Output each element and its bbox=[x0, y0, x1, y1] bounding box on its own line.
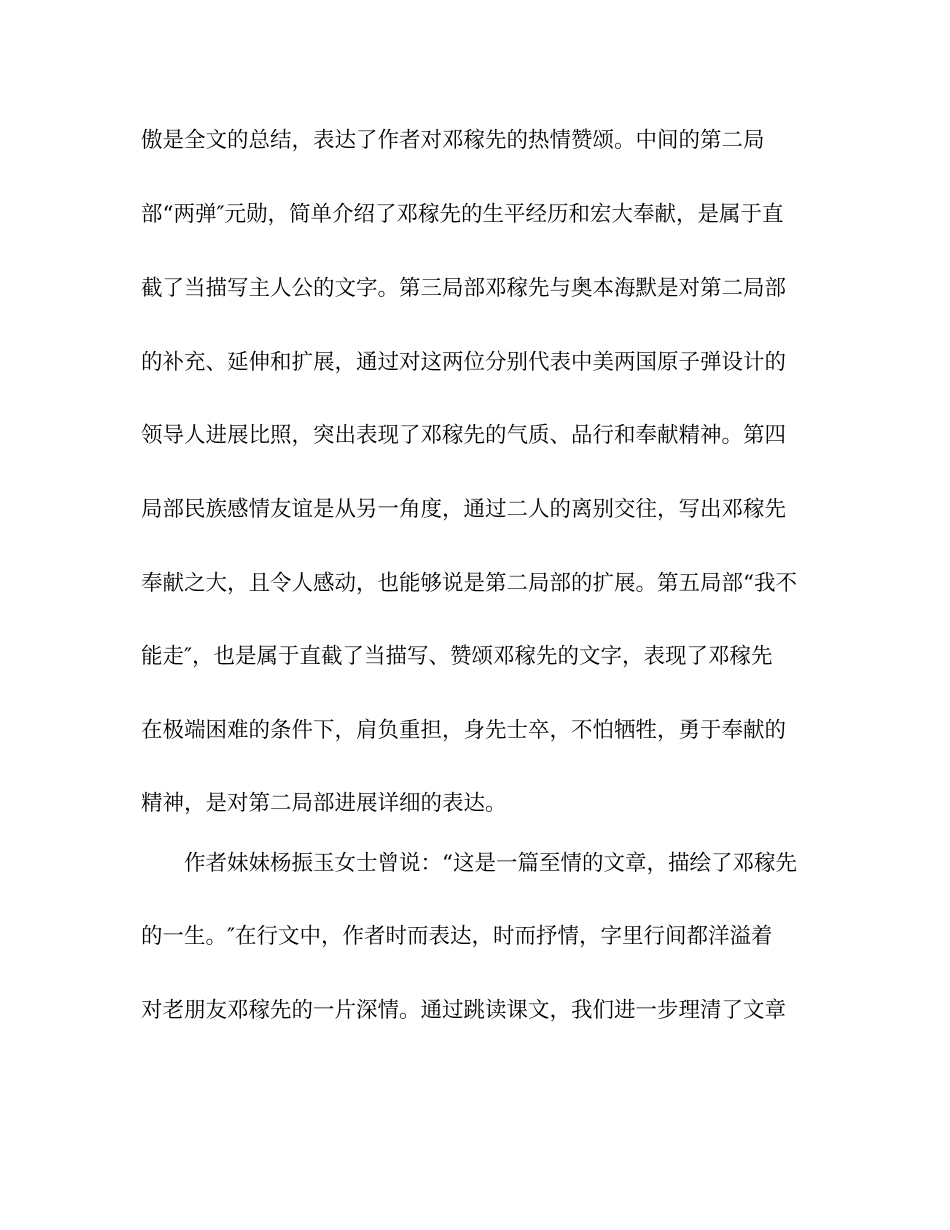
text-line: 的补充、延伸和扩展，通过对这两位分别代表中美两国原子弹设计的 bbox=[141, 350, 787, 375]
paragraph-first-line: 作者妹妹杨振玉女士曾说：“这是一篇至情的文章，描绘了邓稼先 bbox=[184, 851, 797, 876]
text-line: 在极端困难的条件下，肩负重担，身先士卒，不怕牺牲，勇于奉献的 bbox=[141, 718, 787, 743]
text-line: 奉献之大，且令人感动，也能够说是第二局部的扩展。第五局部“我不 bbox=[141, 571, 797, 596]
text-line: 局部民族感情友谊是从另一角度，通过二人的离别交往，写出邓稼先 bbox=[141, 497, 787, 522]
text-line: 截了当描写主人公的文字。第三局部邓稼先与奥本海默是对第二局部 bbox=[141, 276, 787, 301]
text-line: 部“两弹″元勋，简单介绍了邓稼先的生平经历和宏大奉献，是属于直 bbox=[141, 202, 784, 227]
text-line: 对老朋友邓稼先的一片深情。通过跳读课文，我们进一步理清了文章 bbox=[141, 998, 787, 1023]
text-line: 的一生。″在行文中，作者时而表达，时而抒情，字里行间都洋溢着 bbox=[141, 924, 773, 949]
text-line: 领导人进展比照，突出表现了邓稼先的气质、品行和奉献精神。第四 bbox=[141, 423, 787, 448]
text-line: 精神，是对第二局部进展详细的表达。 bbox=[141, 791, 507, 816]
text-line: 能走″，也是属于直截了当描写、赞颂邓稼先的文字，表现了邓稼先 bbox=[141, 644, 773, 669]
text-line: 傲是全文的总结，表达了作者对邓稼先的热情赞颂。中间的第二局 bbox=[141, 128, 765, 153]
